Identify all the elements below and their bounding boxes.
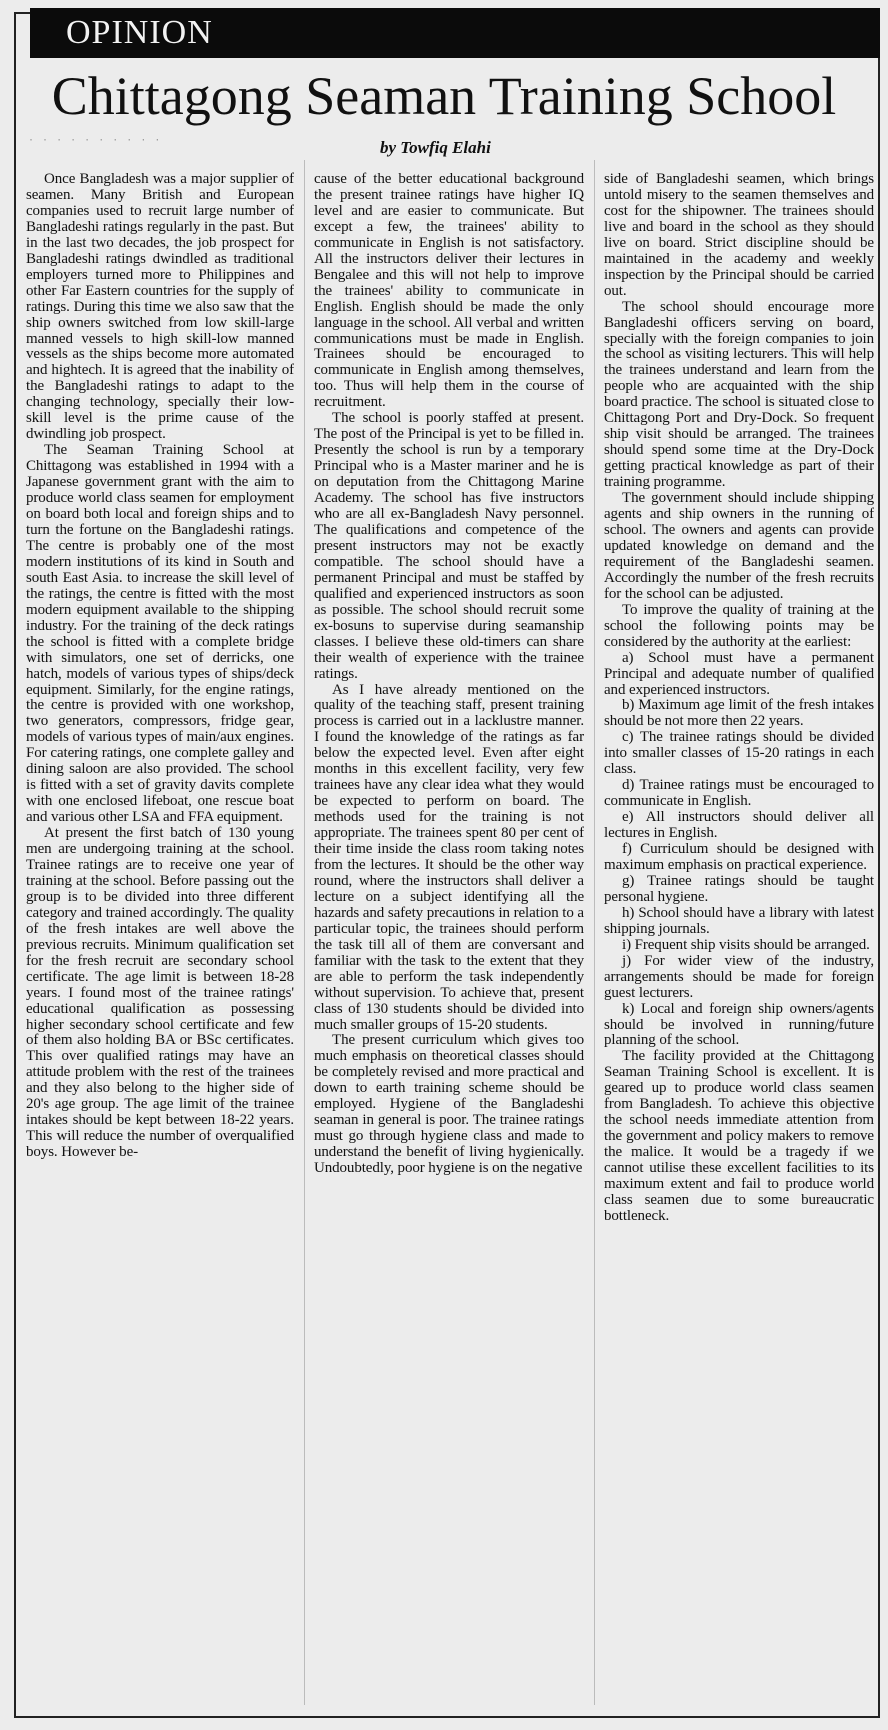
paragraph: cause of the better educational background the present trainee ratings have higher IQ level and are easier to communicate. But except a few, the trainees' ability to communicate in English is not satisfactory. All the instructors deliver their lectures in Bengalee and this will not help to improve the trainees' ability to communicate in English. English should be made the only language in the school. All verbal and written communications must be made in English. Trainees should be encouraged to communicate in English among themselves, too. Thus will help them in the course of recruitment. — [314, 172, 584, 411]
paragraph: As I have already mentioned on the quality of the teaching staff, present training process is carried out in a lacklustre manner. I found the knowledge of the ratings as far below the expected level. Even after eight months in this excellent facility, very few trainees have any clear idea what they would be expected to perform on board. The methods used for the training is not appropriate. The trainees spent 80 per cent of their time inside the class room taking notes from the lectures. It should be the other way round, where the instructors shall deliver a lecture on a subject identifying all the hazards and safety precautions in relation to a particular topic, the trainees should perform the task till all of them are conversant and familiar with the task to the extent that they are able to perform the task independently without supervision. To achieve that, present class of 130 students should be divided into much smaller groups of 15-20 students. — [314, 681, 584, 1033]
list-item: h) School should have a library with latest shipping journals. — [604, 904, 874, 937]
list-item: f) Curriculum should be designed with maximum emphasis on practical experience. — [604, 841, 874, 873]
paragraph: The government should include shipping agents and ship owners in the running of school. The owners and agents can provide updated knowledge on demand and the requirement of the Bangladeshi seamen. Accordingly the number of the fresh recruits for the school can be adjusted. — [604, 490, 874, 602]
article-column-2 — [314, 172, 584, 1712]
section-banner — [30, 8, 880, 58]
list-item: j) For wider view of the industry, arrangements should be made for foreign guest lecturers. — [604, 952, 874, 1001]
column-divider — [304, 160, 305, 1705]
faint-print-marks: · · · · · · · · · · — [28, 135, 162, 146]
paragraph: The present curriculum which gives too much emphasis on theoretical classes should be completely revised and more practical and down to earth training scheme should be employed. Hygiene of the Bangladeshi seaman in general is poor. The trainee ratings must go through hygiene class and made to understand the benefit of living hygienically. Undoubtedly, poor hygiene is on the negative — [314, 1032, 584, 1177]
byline: by Towfiq Elahi — [380, 138, 491, 157]
paragraph: Once Bangladesh was a major supplier of seamen. Many British and European companies used to recruit large number of Bangladeshi ratings regularly in the past. But in the last two decades, the job prospect for Bangladeshi ratings dwindled as traditional employers turned more to Philippines and other Far Eastern countries for the supply of ratings. During this time we also saw that the ship owners switched from low skill-large manned vessels to high skill-low manned vessels as the ships become more automated and hightech. It is agreed that the inability of the Bangladeshi ratings to adapt to the changing technology, specially their low-skill level is the prime cause of the dwindling job prospect. — [26, 172, 294, 443]
headline: Chittagong Seaman Training School — [51, 66, 837, 126]
list-item: a) School must have a permanent Principal and adequate number of qualified and experienced instructors. — [604, 649, 874, 698]
list-item: i) Frequent ship visits should be arranged. — [622, 936, 870, 953]
list-item: e) All instructors should deliver all lectures in English. — [604, 809, 874, 842]
paragraph: The Seaman Training School at Chittagong was established in 1994 with a Japanese government grant with the aim to produce world class seamen for employment on board both local and foreign ships and to turn the fortune on the Bangladeshi ratings. The centre is probably one of the most modern institutions of its kind in South and south East Asia. to increase the skill level of the ratings, the centre is fitted with the most modern equipment available to the shipping industry. For the training of the deck ratings the school is fitted with a complete bridge with simulators, one set of derricks, one hatch, models of various types of ships/deck equipment. Similarly, for the engine ratings, the centre is provided with one workshop, two generators, compressors, fridge gear, models of various types of main/aux engines. For catering ratings, one complete galley and dining saloon are also provided. The school is fitted with a set of gravity davits complete with one enclosed lifeboat, one rescue boat and various other LSA and FFA equipment. — [26, 442, 294, 826]
paragraph: At present the first batch of 130 young men are undergoing training at the school. Trainee ratings are to receive one year of training at the school. Before passing out the group is to be divided into three different category and trained accordingly. The quality of the fresh intakes are well above the previous recruits. Minimum qualification set for the fresh recruit are secondary school certificate. The age limit is between 18-28 years. I found most of the trainee ratings' educational qualification as possessing higher secondary school certificate and few of them also holding BA or BSc certificates. This over qualified ratings may have an attitude problem with the rest of the trainees and they also belong to the higher side of 20's age group. The age limit of the trainee intakes should be kept between 18-22 years. This will reduce the number of overqualified boys. However be- — [26, 825, 294, 1161]
paragraph: The facility provided at the Chittagong Seaman Training School is excellent. It is geared up to produce world class seamen from Bangladesh. To achieve this objective the school needs immediate attention from the government and policy makers to remove the malice. It would be a tragedy if we cannot utilise these excellent facilities to its maximum extent and fail to produce world class seamen due to some bureaucratic bottleneck. — [604, 1048, 874, 1224]
paragraph: The school is poorly staffed at present. The post of the Principal is yet to be filled in. Presently the school is run by a temporary Principal who is a Master mariner and he is on deputation from the Chittagong Marine Academy. The school has five instructors who are all ex-Bangladesh Navy personnel. The qualifications and competence of the present instructors may not be exactly compatible. The school should have a permanent Principal and must be staffed by qualified and experienced instructors as soon as possible. The school should recruit some ex-bosuns to supervise during seamanship classes. I believe these old-timers can share their wealth of experience with the trainee ratings. — [314, 410, 584, 682]
column-divider — [594, 160, 595, 1705]
section-label: OPINION — [66, 14, 213, 51]
paragraph: To improve the quality of training at the school the following points may be considered by the authority at the earliest: — [604, 601, 874, 650]
article-column-3 — [604, 172, 874, 1712]
list-item: d) Trainee ratings must be encouraged to communicate in English. — [604, 777, 874, 810]
list-item: c) The trainee ratings should be divided into smaller classes of 15-20 ratings in each class. — [604, 729, 874, 778]
paragraph: The school should encourage more Bangladeshi officers serving on board, specially with the foreign companies to join the school as visiting lecturers. This will help the trainees understand and learn from the people who are acquainted with the ship board practice. The school is situated close to Chittagong Port and Dry-Dock. So frequent ship visit should be arranged. The trainees should spend some time at the Dry-Dock getting practical knowledge as part of their training programme. — [604, 298, 874, 491]
paragraph: side of Bangladeshi seamen, which brings untold misery to the seamen themselves and cost for the shipowner. The trainees should live and board in the school as they should live on board. Strict discipline should be maintained in the academy and weekly inspection by the Principal should be carried out. — [604, 172, 874, 299]
article-column-1 — [26, 172, 294, 1712]
list-item: b) Maximum age limit of the fresh intakes should be not more then 22 years. — [604, 697, 874, 730]
list-item: g) Trainee ratings should be taught personal hygiene. — [604, 872, 874, 905]
list-item: k) Local and foreign ship owners/agents should be involved in running/future planning of the school. — [604, 1000, 874, 1049]
